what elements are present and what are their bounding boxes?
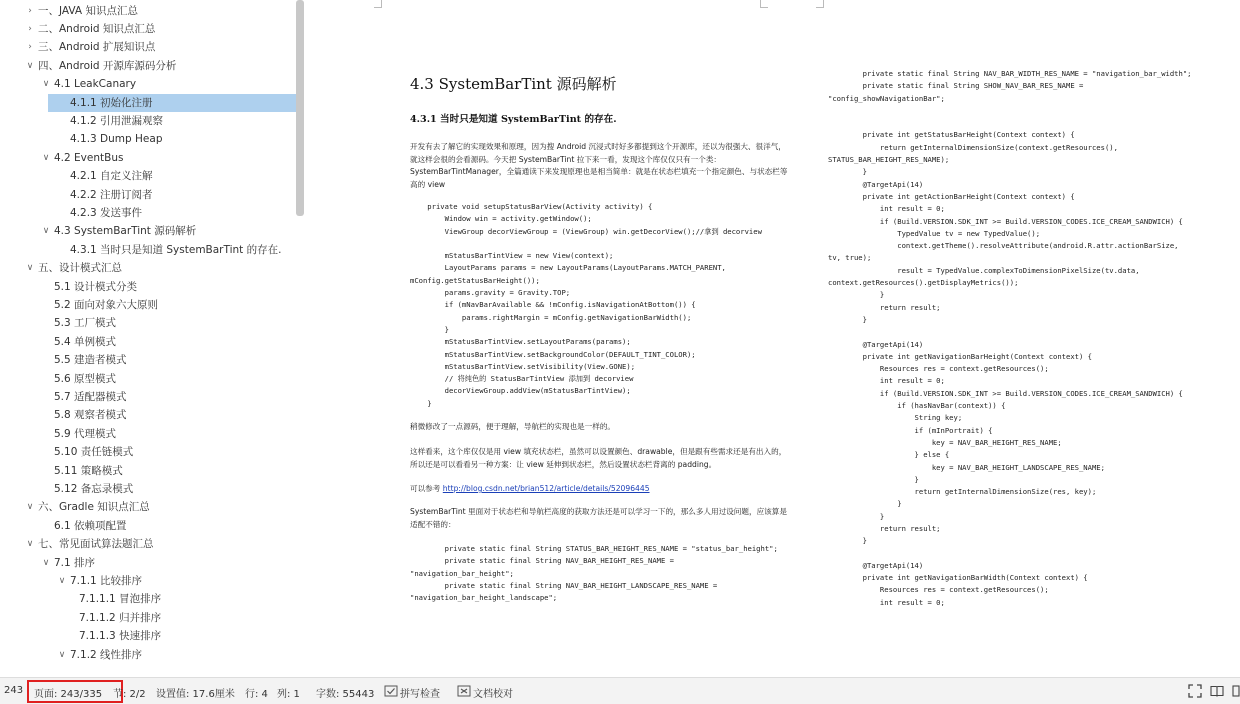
heading-subsection: 4.3.1 当时只是知道 SystemBarTint 的存在. xyxy=(410,114,617,125)
toc-item[interactable] xyxy=(0,20,296,38)
chevron-down-icon[interactable]: ∨ xyxy=(26,263,34,274)
toc-item[interactable] xyxy=(0,498,296,516)
code-line: } xyxy=(410,398,432,408)
chevron-down-icon[interactable]: ∨ xyxy=(26,539,34,550)
paragraph-modified: 稍微修改了一点源码，便于理解，导航栏的实现也是一样的。 xyxy=(410,422,616,431)
code-line: @TargetApi(14) xyxy=(828,339,924,349)
doc-check-button[interactable]: 文档校对 xyxy=(473,689,513,700)
more-icon[interactable] xyxy=(1232,684,1240,698)
paragraph-intro: 开发有去了解它的实现效果和原理，因为搜 Android 沉浸式时好多都提到这个开源库，还以为很强大、很洋气，就这样会很的会看源码。今天把 SystemBarTint 拉下来一看，发现这个库仅仅只有一个类：SystemBarTintManager，全篇通读下来发现原理也是相当简单：就是在状态栏填充一个指定颜色、与状态栏等高的 view xyxy=(410,142,788,189)
toc-item-label: 5.2 面向对象六大原则 xyxy=(54,298,159,311)
status-section[interactable]: 节: 2/2 xyxy=(113,689,146,700)
toc-item[interactable] xyxy=(0,406,296,424)
status-row[interactable]: 行: 4 xyxy=(245,689,268,700)
code-line: params.rightMargin = mConfig.getNavigationBarWidth(); xyxy=(410,312,692,322)
code-line: private static final String NAV_BAR_HEIGHT_RES_NAME = xyxy=(410,556,674,566)
reference-link[interactable]: http://blog.csdn.net/brian512/article/details/52096445 xyxy=(442,484,650,493)
toc-item-label: 5.6 原型模式 xyxy=(54,372,117,385)
code-line: } else { xyxy=(828,450,950,460)
chevron-down-icon[interactable]: ∨ xyxy=(26,60,34,71)
toc-item[interactable] xyxy=(0,314,296,332)
navigation-pane xyxy=(0,0,308,677)
toc-item[interactable] xyxy=(0,572,296,590)
status-page[interactable]: 页面: 243/335 xyxy=(34,689,103,700)
toc-item[interactable] xyxy=(0,627,296,645)
code-line: if (Build.VERSION.SDK_INT >= Build.VERSION_CODES.ICE_CREAM_SANDWICH) { xyxy=(828,388,1183,398)
page-corner-mark xyxy=(374,0,382,8)
code-block-constants xyxy=(410,543,778,604)
toc-scrollbar[interactable] xyxy=(296,0,304,216)
toc-item-label: 4.3.1 当时只是知道 SystemBarTint 的存在. xyxy=(70,243,282,256)
toc-item[interactable] xyxy=(0,425,296,443)
code-block-dimension-methods xyxy=(828,68,1192,609)
code-line: private static final String SHOW_NAV_BAR_RES_NAME = xyxy=(828,81,1084,91)
code-line: mStatusBarTintView.setBackgroundColor(DEFAULT_TINT_COLOR); xyxy=(410,349,696,359)
document-page[interactable] xyxy=(348,0,1240,677)
toc-item-label: 7.1.1.3 快速排序 xyxy=(79,630,162,643)
toc-item-label: 5.3 工厂模式 xyxy=(54,317,117,330)
toc-item-label: 4.1 LeakCanary xyxy=(54,78,137,91)
document-area xyxy=(348,0,1240,677)
toc-item[interactable] xyxy=(0,2,296,20)
code-line: } xyxy=(828,167,867,177)
status-page-number: 243 xyxy=(4,685,24,696)
toc-item-label: 二、Android 知识点汇总 xyxy=(38,22,156,35)
code-line: private void setupStatusBarView(Activity activity) { xyxy=(410,202,653,211)
toc-item-label: 5.11 策略模式 xyxy=(54,464,123,477)
code-line: if (mNavBarAvailable && !mConfig.isNavigationAtBottom()) { xyxy=(410,300,696,310)
status-word-count[interactable]: 字数: 55443 xyxy=(316,689,375,700)
toc-item[interactable] xyxy=(0,112,296,130)
toc-item-label: 5.1 设计模式分类 xyxy=(54,280,138,293)
toc-item[interactable] xyxy=(0,333,296,351)
code-line: TypedValue tv = new TypedValue(); xyxy=(828,228,1041,238)
code-line: mStatusBarTintView.setLayoutParams(params); xyxy=(410,337,631,347)
code-line: private static final String STATUS_BAR_HEIGHT_RES_NAME = "status_bar_height"; xyxy=(410,544,778,553)
code-line: @TargetApi(14) xyxy=(828,179,924,189)
toc-item[interactable] xyxy=(48,94,296,112)
toc-item[interactable] xyxy=(0,259,296,277)
toc-item[interactable] xyxy=(0,204,296,222)
code-line: if (mInPortrait) { xyxy=(828,425,993,435)
fullscreen-icon[interactable] xyxy=(1188,684,1202,698)
toc-item-label: 四、Android 开源库源码分析 xyxy=(38,59,177,72)
code-line: "navigation_bar_height"; xyxy=(410,568,514,578)
code-line: mConfig.getStatusBarHeight()); xyxy=(410,275,540,285)
toc-item-label: 六、Gradle 知识点汇总 xyxy=(38,501,150,514)
chevron-right-icon[interactable]: › xyxy=(28,42,32,53)
toc-item-label: 5.7 适配器模式 xyxy=(54,390,127,403)
code-line xyxy=(828,548,1192,560)
code-line: private int getStatusBarHeight(Context context) { xyxy=(828,130,1075,140)
toc-item-label: 4.3 SystemBarTint 源码解析 xyxy=(54,225,197,238)
code-line: } xyxy=(828,536,867,546)
code-line: if (Build.VERSION.SDK_INT >= Build.VERSION_CODES.ICE_CREAM_SANDWICH) { xyxy=(828,216,1183,226)
spell-check-icon[interactable] xyxy=(384,684,398,698)
code-line xyxy=(828,105,1192,117)
toc-item-label: 三、Android 扩展知识点 xyxy=(38,41,156,54)
code-line: String key; xyxy=(828,413,963,423)
code-line: // 将纯色的 StatusBarTintView 添加到 decorview xyxy=(410,374,634,384)
code-line: private static final String NAV_BAR_WIDTH_RES_NAME = "navigation_bar_width"; xyxy=(828,69,1192,78)
status-bar xyxy=(0,677,1240,704)
toc-item-label: 4.2.3 发送事件 xyxy=(70,206,143,219)
toc-item[interactable] xyxy=(0,222,296,240)
chevron-down-icon[interactable]: ∨ xyxy=(42,152,50,163)
toc-item-label: 5.9 代理模式 xyxy=(54,427,117,440)
paragraph-dimension: SystemBarTint 里面对于状态栏和导航栏高度的获取方法还是可以学习一下的，那么多人用过设问题，应该算是适配不错的： xyxy=(410,507,787,529)
chevron-down-icon[interactable]: ∨ xyxy=(42,557,50,568)
code-line: mStatusBarTintView = new View(context); xyxy=(410,251,614,261)
toc-item-label: 7.1.2 线性排序 xyxy=(70,648,143,661)
book-view-icon[interactable] xyxy=(1210,684,1224,698)
toc-item[interactable] xyxy=(0,609,296,627)
paragraph-approach: 这样看来，这个库仅仅是用 view 填充状态栏，虽然可以设置颜色、drawable，但是跟有些需求还是有出入的，所以还是可以看看另一种方案：让 view 延伸到状态栏，然后设置状态栏背离的 padding。 xyxy=(410,447,787,469)
chevron-down-icon[interactable]: ∨ xyxy=(58,649,66,660)
toc-item[interactable] xyxy=(0,462,296,480)
page-corner-mark xyxy=(816,0,824,8)
reference-prefix: 可以参考 xyxy=(410,484,443,493)
code-line: } xyxy=(828,290,885,300)
code-line: } xyxy=(828,314,867,324)
toc-item-label: 一、JAVA 知识点汇总 xyxy=(38,4,138,17)
code-line: context.getTheme().resolveAttribute(android.R.attr.actionBarSize, xyxy=(828,241,1179,251)
code-line: Window win = activity.getWindow(); xyxy=(410,214,592,224)
code-line: private int getNavigationBarHeight(Context context) { xyxy=(828,351,1092,361)
code-line: return getInternalDimensionSize(res, key); xyxy=(828,487,1097,497)
code-line: Resources res = context.getResources(); xyxy=(828,585,1049,595)
toc-item[interactable] xyxy=(0,278,296,296)
paragraph-reference xyxy=(410,483,792,496)
toc-item-label: 七、常见面试算法题汇总 xyxy=(38,538,154,551)
toc-item[interactable] xyxy=(0,130,296,148)
code-line: private int getNavigationBarWidth(Context context) { xyxy=(828,573,1088,583)
toc-item-label: 五、设计模式汇总 xyxy=(38,262,122,275)
code-line: return getInternalDimensionSize(context.getResources(), xyxy=(828,142,1118,152)
code-line: result = TypedValue.complexToDimensionPixelSize(tv.data, xyxy=(828,265,1140,275)
toc-item[interactable] xyxy=(0,351,296,369)
toc-item[interactable] xyxy=(0,167,296,185)
code-line: if (hasNavBar(context)) { xyxy=(828,401,1006,411)
toc-item[interactable] xyxy=(0,241,296,259)
toc-item[interactable] xyxy=(0,149,296,167)
toc-item[interactable] xyxy=(0,75,296,93)
toc-item-label: 7.1.1.2 归并排序 xyxy=(79,611,162,624)
code-line: } xyxy=(828,499,902,509)
chevron-down-icon[interactable]: ∨ xyxy=(42,226,50,237)
code-line: return result; xyxy=(828,302,941,312)
code-line: private int getActionBarHeight(Context context) { xyxy=(828,191,1075,201)
toc-item[interactable] xyxy=(0,296,296,314)
toc-item[interactable] xyxy=(0,443,296,461)
code-line: return result; xyxy=(828,523,941,533)
code-line: LayoutParams params = new LayoutParams(LayoutParams.MATCH_PARENT, xyxy=(410,263,726,273)
code-line: } xyxy=(828,511,885,521)
toc-item[interactable] xyxy=(0,57,296,75)
page-corner-mark xyxy=(760,0,768,8)
chevron-down-icon[interactable]: ∨ xyxy=(58,575,66,586)
code-line: key = NAV_BAR_HEIGHT_LANDSCAPE_RES_NAME; xyxy=(828,462,1105,472)
code-block-setup-status-bar xyxy=(410,201,762,410)
code-line xyxy=(828,326,1192,338)
code-line: int result = 0; xyxy=(828,376,945,386)
toc-item-label: 4.2.2 注册订阅者 xyxy=(70,188,153,201)
code-line: decorViewGroup.addView(mStatusBarTintView); xyxy=(410,386,631,396)
code-line: Resources res = context.getResources(); xyxy=(828,364,1049,374)
code-line: params.gravity = Gravity.TOP; xyxy=(410,288,571,298)
code-line: context.getResources().getDisplayMetrics()); xyxy=(828,278,1019,288)
spell-check-button[interactable]: 拼写检查 xyxy=(400,689,440,700)
code-line: ViewGroup decorViewGroup = (ViewGroup) win.getDecorView();//拿到 decorview xyxy=(410,226,762,236)
toc-item-label: 5.5 建造者模式 xyxy=(54,354,127,367)
toc-item[interactable] xyxy=(0,388,296,406)
toc-item-label: 7.1.1.1 冒泡排序 xyxy=(79,593,162,606)
code-line: int result = 0; xyxy=(828,204,945,214)
chevron-down-icon[interactable]: ∨ xyxy=(26,502,34,513)
toc-item[interactable] xyxy=(0,186,296,204)
code-line: @TargetApi(14) xyxy=(828,560,924,570)
code-line: "navigation_bar_height_landscape"; xyxy=(410,593,558,603)
toc-item-label: 4.2 EventBus xyxy=(54,151,124,164)
code-line xyxy=(410,238,762,250)
toc-item[interactable] xyxy=(0,590,296,608)
toc-item[interactable] xyxy=(0,480,296,498)
heading-section: 4.3 SystemBarTint 源码解析 xyxy=(410,75,617,93)
toc-item-label: 5.12 备忘录模式 xyxy=(54,482,134,495)
code-line: private static final String NAV_BAR_HEIGHT_LANDSCAPE_RES_NAME = xyxy=(410,580,718,590)
toc-item-label: 4.1.2 引用泄漏观察 xyxy=(70,114,164,127)
code-line: int result = 0; xyxy=(828,597,945,607)
toc-item-label: 4.2.1 自定义注解 xyxy=(70,170,153,183)
toc-item-label: 7.1 排序 xyxy=(54,556,96,569)
status-setting-value[interactable]: 设置值: 17.6厘米 xyxy=(156,689,235,700)
toc-item-label: 7.1.1 比较排序 xyxy=(70,574,143,587)
code-line: "config_showNavigationBar"; xyxy=(828,93,945,103)
code-line: mStatusBarTintView.setVisibility(View.GONE); xyxy=(410,361,636,371)
status-column[interactable]: 列: 1 xyxy=(277,689,300,700)
doc-check-icon[interactable] xyxy=(457,684,471,698)
toc-item-label: 4.1.3 Dump Heap xyxy=(70,133,163,146)
toc-item-label: 6.1 依赖项配置 xyxy=(54,519,127,532)
code-line: key = NAV_BAR_HEIGHT_RES_NAME; xyxy=(828,437,1062,447)
toc-item[interactable] xyxy=(0,38,296,56)
code-line: tv, true); xyxy=(828,253,872,263)
code-line: STATUS_BAR_HEIGHT_RES_NAME); xyxy=(828,155,950,165)
chevron-down-icon[interactable]: ∨ xyxy=(42,79,50,90)
toc-item-label: 5.4 单例模式 xyxy=(54,335,117,348)
toc-item-label: 4.1.1 初始化注册 xyxy=(70,96,153,109)
toc-item[interactable] xyxy=(0,554,296,572)
code-line: } xyxy=(410,324,449,334)
toc-item[interactable] xyxy=(0,646,296,664)
code-line xyxy=(828,117,1192,129)
toc-item-label: 5.8 观察者模式 xyxy=(54,409,127,422)
toc-item[interactable] xyxy=(0,370,296,388)
chevron-right-icon[interactable]: › xyxy=(28,23,32,34)
toc-item[interactable] xyxy=(0,517,296,535)
toc-item-label: 5.10 责任链模式 xyxy=(54,446,134,459)
toc-item[interactable] xyxy=(0,535,296,553)
code-line: } xyxy=(828,474,919,484)
chevron-right-icon[interactable]: › xyxy=(28,5,32,16)
